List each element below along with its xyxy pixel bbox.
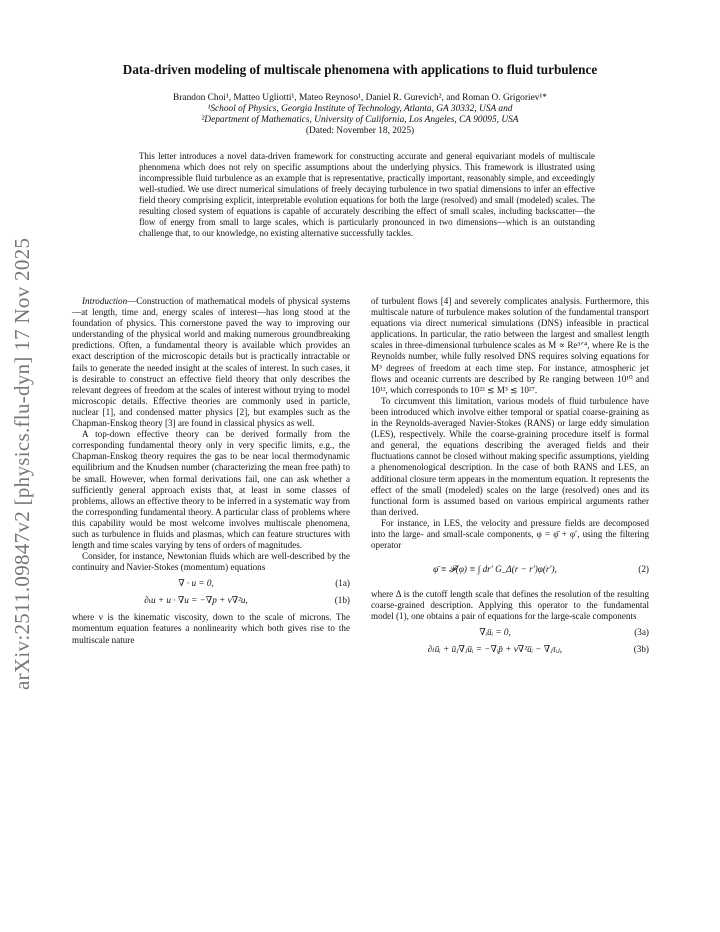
paragraph: Consider, for instance, Newtonian fluids which are well-described by the continuity and Navier-Stokes (momentum) equations [72, 551, 350, 573]
equation-1a: ∇ · u = 0, (1a) [178, 578, 350, 589]
paragraph: To circumvent this limitation, various models of fluid turbulence have been introduced which involve either temporal or spatial coarse-graining as in the Reynolds-averaged Navier-Stokes (RANS) or large eddy simulation (LES), respectively. While the coarse-graining procedure itself is formal and general, the equations describing the averaged fields and their fluctuations cannot be closed without making specific assumptions, yielding a phenomenological description. In the case of both RANS and LES, an additional closure term appears in the momentum equation. It represents the effect of the small (modeled) scales on the large (resolved) ones and its functional form is assumed based on various empirical arguments rather than derived. [371, 395, 649, 517]
right-column [371, 296, 649, 661]
affiliation-2: ²Department of Mathematics, University of California, Los Angeles, CA 90095, USA [201, 115, 519, 125]
abstract: This letter introduces a novel data-driven framework for constructing accurate and general equivariant models of multiscale phenomena which does not rely on specific assumptions about the underlying physics. This framework is illustrated using incompressible fluid turbulence as an example that is representative, practically important, reasonably simple, and exceedingly well-studied. We use direct numerical simulations of freely decaying turbulence in two spatial dimensions to infer an effective field theory comprising explicit, interpretable evolution equations for both the large (resolved) and small (modeled) scales. The resulting closed system of equations is capable of accurately describing the effect of small scales, including backscatter—the flow of energy from small to large scales, which is particularly pronounced in two dimensions—which is an outstanding challenge that, to our knowledge, no existing alternative successfully tackles. [139, 151, 595, 238]
arxiv-sidebar-stamp: arXiv:2511.09847v2 [physics.flu-dyn] 17 Nov 2025 [10, 237, 34, 690]
paragraph: A top-down effective theory can be derived formally from the corresponding fundamental theory only in very specific limits, e.g., the Chapman-Enskog theory requires the gas to be near local thermodynamic equilibrium and the Knudsen number (characterizing the mean free path) to be small. However, when formal derivations fail, one can ask whether a sufficiently general approach exists that, at least in some classes of problems, allows an effective theory to be inferred in a systematic way from the corresponding fundamental theory. A particular class of problems where this capability would be most welcome involves multiscale phenomena, such as turbulence in fluids and plasmas, which can feature structures with length and time scales varying by tens of orders of magnitudes. [72, 429, 350, 551]
paragraph: where ν is the kinematic viscosity, down to the scale of microns. The momentum equation features a nonlinearity which both gives rise to the multiscale nature [72, 612, 350, 645]
left-column [72, 296, 350, 646]
section-label-introduction: Introduction [82, 296, 128, 306]
paragraph: where Δ is the cutoff length scale that defines the resolution of the resulting coarse-grained description. Applying this operator to the fundamental model (1), one obtains a pair of equations for the large-scale components [371, 589, 649, 622]
paper-title: Data-driven modeling of multiscale phenomena with applications to fluid turbulence [122, 62, 598, 77]
author-list: Brandon Choi¹, Matteo Ugliotti¹, Mateo Reynoso¹, Daniel R. Gurevich², and Roman O. Grigoriev¹* [173, 93, 547, 103]
paragraph: of turbulent flows [4] and severely complicates analysis. Furthermore, this multiscale nature of turbulence makes solution of the fundamental transport equations via direct numerical simulations (DNS) infeasible in practical applications. In particular, the ratio between the largest and smallest length scales in three-dimensional turbulence scales as M ∝ Re³ᐟ⁴, where Re is the Reynolds number, while fully resolved DNS requires solving equations for M³ degrees of freedom at each time step. For instance, atmospheric jet flows and oceanic currents are described by Re ranging between 10¹⁰ and 10¹², which corresponds to 10²² ≲ M³ ≲ 10²⁷. [371, 296, 649, 395]
equation-2: φ̄ ≡ 𝓕(φ) ≡ ∫ dr′ G_Δ(r − r′)φ(r′), (2) [433, 564, 649, 575]
date-line: (Dated: November 18, 2025) [305, 126, 415, 136]
equation-1b: ∂ₜu + u · ∇u = −∇p + ν∇²u, (1b) [144, 595, 350, 606]
paragraph: For instance, in LES, the velocity and pressure fields are decomposed into the large- and small-scale components, φ = φ̄ + φ′, using the filtering operator [371, 517, 649, 551]
author-block [60, 93, 660, 137]
equation-3b: ∂ₜūᵢ + ūⱼ∇ⱼūᵢ = −∇ᵢp̄ + ν∇²ūᵢ − ∇ⱼτᵢⱼ, (3b) [427, 644, 649, 655]
equation-3a: ∇ᵢūᵢ = 0, (3a) [479, 627, 649, 638]
affiliation-1: ¹School of Physics, Georgia Institute of Technology, Atlanta, GA 30332, USA and [207, 104, 513, 114]
intro-paragraph: Introduction—Construction of mathematical models of physical systems—at length, time and, energy scales of interest—has long stood at the foundation of physics. This cornerstone paved the way to improving our understanding of the physical world and making numerous groundbreaking predictions. Often, a fundamental theory is available which provides an exact description of the microscopic details but is practically intractable or fails to generate the needed insight at the scales of interest. In such cases, it is desirable to construct an effective field theory that only describes the relevant degrees of freedom at the scales of interest without trying to model microscopic details. Effective theories are commonly used in particle, nuclear [1], and condensed matter physics [2], but examples such as the Chapman-Enskog theory [3] are found in classical physics as well. [72, 296, 350, 429]
